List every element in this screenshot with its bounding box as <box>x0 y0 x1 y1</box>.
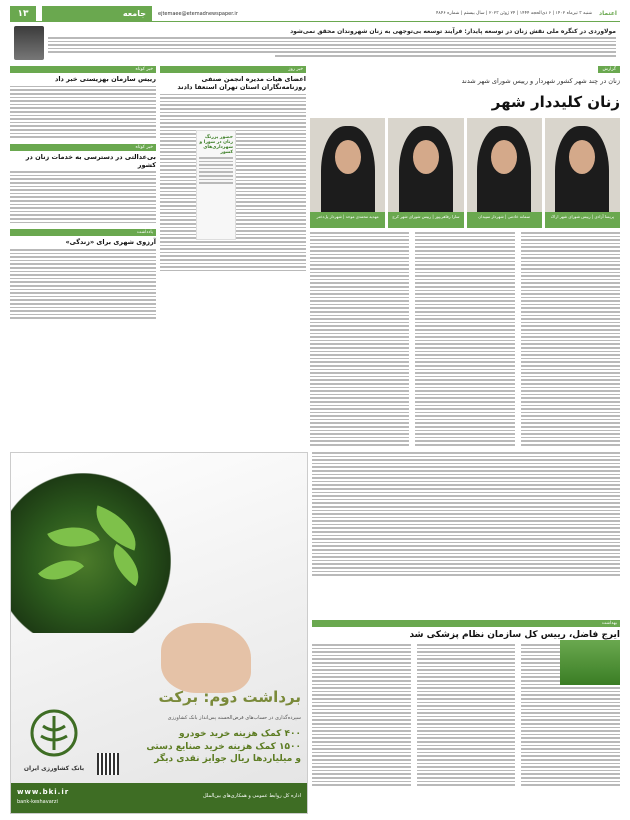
portrait-caption: پریسا آزادی | رییس شورای شهر اراک <box>545 212 620 228</box>
section-tag: خبر روز <box>160 66 306 73</box>
headline: آرزوی شهری برای «زندگی» <box>65 238 156 247</box>
bank-logo-icon <box>19 708 89 768</box>
page-number: ۱۳ <box>10 6 36 22</box>
qr-code[interactable] <box>97 753 119 775</box>
bank-website[interactable]: www.bki.ir <box>17 788 70 796</box>
feature-header <box>310 66 620 110</box>
issue-line: شنبه ۳ تیرماه ۱۴۰۲ | ۶ ذی‌الحجه ۱۴۴۴ | ۲۴ ژوئن ۲۰۲۳ | سال بیستم | شماره ۴۸۴۶ <box>436 11 592 16</box>
bank-social[interactable]: bank-keshavarzi <box>17 799 58 805</box>
section-label: جامعه <box>42 6 152 22</box>
intro-photo <box>14 26 44 60</box>
ad-offers <box>121 728 301 766</box>
portrait <box>310 118 385 228</box>
section-tag: خبر کوتاه <box>10 66 156 73</box>
portrait-row <box>310 118 620 228</box>
ad-offer: ۴۰۰ کمک هزینه خرید خودرو <box>178 729 301 739</box>
hand-image <box>161 623 251 693</box>
feature-kicker: گزارش <box>598 66 620 73</box>
portrait-caption: سارا رفاهی‌پور | رییس شورای شهر کرج <box>388 212 463 228</box>
portrait-caption: سمانه خادمی | شهردار سپیدان <box>467 212 542 228</box>
ad-offer: ۱۵۰۰ کمک هزینه خرید صنایع دستی <box>146 741 301 752</box>
portrait <box>388 118 463 228</box>
article-body <box>10 171 156 223</box>
author-photo <box>560 640 620 685</box>
ad-title: برداشت دوم: برکت <box>158 688 301 706</box>
article-body <box>417 644 516 786</box>
bank-name: بانک کشاورزی ایران <box>23 765 85 772</box>
headline: رییس سازمان بهزیستی خبر داد <box>54 75 156 83</box>
section-tag: بهداشت <box>312 620 620 627</box>
intro-title: مولاوردی در کنگره ملی نقش زنان در توسعه پایدار: فرآیند توسعه بی‌توجهی به زنان شهروندان محقق نمی‌شود <box>290 28 616 35</box>
intro-article <box>10 26 620 62</box>
section-email[interactable]: ejtemaee@etemadnewspaper.ir <box>158 10 238 17</box>
middle-column <box>160 66 306 446</box>
article-body <box>10 86 156 138</box>
page-header <box>10 6 620 22</box>
bank-advertisement[interactable] <box>10 452 308 814</box>
section-tag: یادداشت <box>10 229 156 236</box>
ad-offer: و میلیاردها ریال جوایز نقدی دیگر <box>154 754 301 765</box>
portrait <box>467 118 542 228</box>
article-body <box>10 249 156 319</box>
headline: ایرج فاضل، رییس کل سازمان نظام پزشکی شد <box>409 630 620 640</box>
left-column <box>10 66 156 446</box>
feature-title: زنان کلیددار شهر <box>491 93 620 111</box>
headline: اعضای هیات مدیره انجمن صنفی روزنامه‌نگاران استان تهران استعفا دادند <box>177 75 306 91</box>
article-body <box>312 644 411 786</box>
feature-subtitle: زنان در چند شهر کشور شهردار و رییس شورای شهر شدند <box>461 77 620 85</box>
ad-subtitle: سپرده‌گذاری در حساب‌های قرض‌الحسنه پس‌انداز بانک کشاورزی <box>167 715 301 721</box>
ad-footer-note: اداره کل روابط عمومی و همکاری‌های بین‌الملل <box>203 793 301 799</box>
side-box-title: حضور پررنگ زنان در شورا و شهرداری‌های کشور <box>199 135 233 155</box>
intro-body <box>48 37 616 57</box>
section-tag: خبر کوتاه <box>10 144 156 151</box>
ad-footer <box>11 783 308 813</box>
plant-image <box>11 473 171 633</box>
portrait-caption: مهدیه محمدی موحد | شهردار پل‌دختر <box>310 212 385 228</box>
headline: بی‌عدالتی در دسترسی به خدمات زنان در کشور <box>25 152 156 169</box>
portrait <box>545 118 620 228</box>
newspaper-logo: اعتماد <box>599 10 617 17</box>
continued-article <box>312 452 620 616</box>
side-box <box>196 130 236 240</box>
